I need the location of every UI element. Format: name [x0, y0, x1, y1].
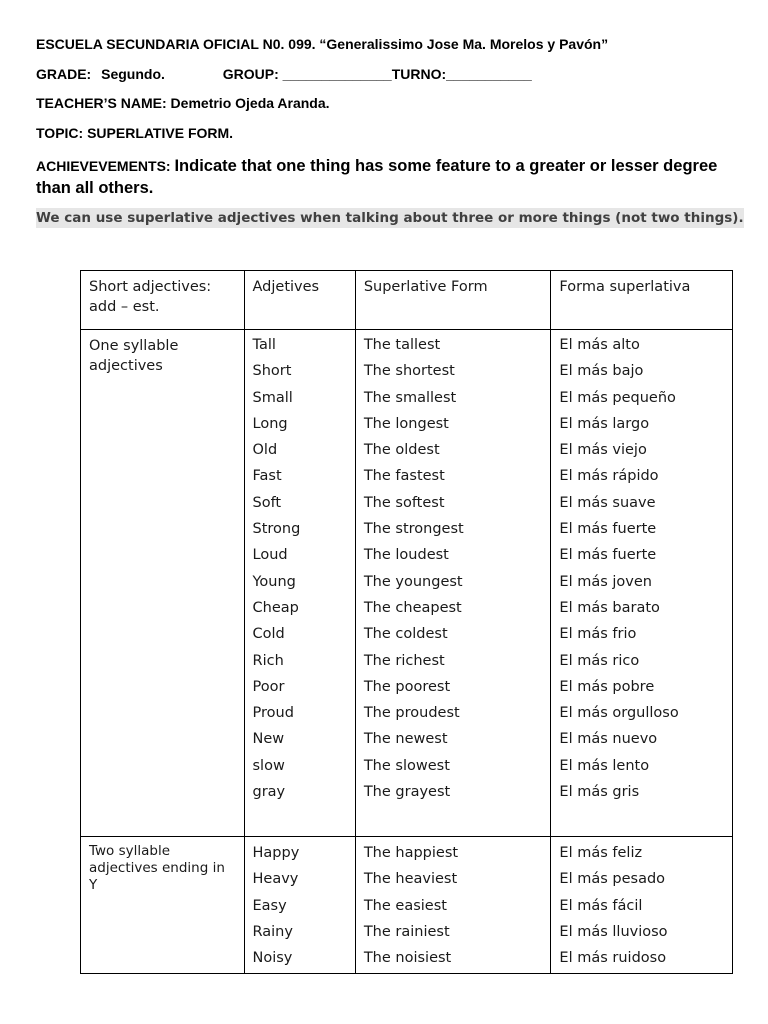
- adjective-word: gray: [252, 784, 286, 801]
- adjective-word: New: [252, 731, 285, 748]
- adjective-list-cell: [244, 330, 355, 837]
- superlative-word: The softest: [363, 494, 445, 511]
- superlative-list: [356, 837, 551, 971]
- table-row: [81, 330, 733, 837]
- forma-word: El más lento: [559, 757, 650, 774]
- superlative-word: The loudest: [363, 547, 449, 564]
- forma-word: El más nuevo: [559, 731, 658, 748]
- adjective-list-cell: [244, 837, 355, 974]
- forma-word: El más pesado: [559, 871, 666, 888]
- table-row: [81, 837, 733, 974]
- forma-word: El más orgulloso: [559, 705, 679, 722]
- forma-word: El más fuerte: [559, 547, 657, 564]
- forma-word: El más frio: [559, 626, 637, 643]
- adjective-word: Poor: [252, 678, 285, 695]
- forma-word: El más lluvioso: [559, 923, 668, 940]
- forma-word: El más feliz: [559, 845, 643, 861]
- forma-superlativa-list-cell: [551, 837, 733, 974]
- superlative-word: The smallest: [363, 389, 457, 406]
- superlative-word: The richest: [363, 652, 445, 669]
- adjective-word: Soft: [252, 494, 282, 511]
- superlative-word: The noisiest: [363, 950, 452, 967]
- category-cell: [81, 837, 245, 974]
- superlative-word: The shortest: [363, 363, 455, 380]
- forma-word: El más rápido: [559, 468, 659, 485]
- adjective-word: Old: [252, 442, 278, 459]
- usage-note-text: We can use superlative adjectives when talking about three or more things (not two things).: [36, 210, 744, 226]
- adjective-word: slow: [252, 757, 285, 774]
- forma-word: El más viejo: [559, 442, 647, 459]
- category-label: Two syllable adjectives ending in Y: [89, 843, 225, 893]
- superlative-word: The longest: [363, 415, 449, 432]
- adjective-word: Tall: [252, 337, 276, 353]
- header-cell-adjectives: Adjetives: [244, 271, 355, 330]
- forma-word: El más fácil: [559, 897, 643, 914]
- superlative-word: The strongest: [363, 521, 464, 538]
- forma-word: El más barato: [559, 599, 660, 616]
- forma-word: El más suave: [559, 494, 656, 511]
- achievements-label: ACHIEVEVEMENTS:: [36, 158, 171, 174]
- forma-word: El más fuerte: [559, 521, 657, 538]
- adjective-word: Young: [252, 573, 296, 590]
- table-header-row: [81, 271, 733, 330]
- forma-word: El más ruidoso: [559, 950, 667, 967]
- grade-group-line: [36, 66, 532, 82]
- grade-label: GRADE:: [36, 66, 92, 82]
- forma-word: El más gris: [559, 784, 640, 801]
- superlative-word: The slowest: [363, 757, 450, 774]
- forma-superlativa-list: [551, 330, 732, 805]
- forma-word: El más joven: [559, 573, 652, 590]
- school-name: ESCUELA SECUNDARIA OFICIAL N0. 099. “Generalissimo Jose Ma. Morelos y Pavón”: [36, 36, 609, 52]
- forma-word: El más pobre: [559, 678, 655, 695]
- superlative-word: The happiest: [363, 845, 459, 861]
- superlative-word: The newest: [363, 731, 448, 748]
- adjective-word: Heavy: [252, 871, 299, 888]
- superlative-list-cell: [355, 330, 551, 837]
- adjective-list: [245, 330, 355, 805]
- header-cell-category: Short adjectives: add – est.: [81, 271, 245, 330]
- adjective-word: Easy: [252, 897, 287, 914]
- adjective-word: Cheap: [252, 599, 299, 616]
- superlative-list-cell: [355, 837, 551, 974]
- forma-superlativa-list: [551, 837, 732, 971]
- achievements: [36, 155, 736, 199]
- adjective-list: [245, 837, 355, 971]
- adjective-word: Rich: [252, 652, 284, 669]
- adjective-word: Loud: [252, 547, 288, 564]
- header-cell-forma: Forma superlativa: [551, 271, 733, 330]
- adjective-word: Long: [252, 415, 288, 432]
- superlative-word: The proudest: [363, 705, 460, 722]
- superlative-word: The rainiest: [363, 923, 450, 940]
- adjective-word: Proud: [252, 705, 294, 722]
- superlative-word: The coldest: [363, 626, 448, 643]
- superlative-table: [80, 270, 733, 974]
- adjective-word: Small: [252, 389, 293, 406]
- superlative-word: The youngest: [363, 573, 463, 590]
- superlative-word: The heaviest: [363, 871, 458, 888]
- adjective-word: Cold: [252, 626, 285, 643]
- adjective-word: Rainy: [252, 923, 293, 940]
- forma-word: El más bajo: [559, 363, 644, 380]
- superlative-word: The easiest: [363, 897, 447, 914]
- superlative-word: The grayest: [363, 784, 451, 801]
- superlative-word: The oldest: [363, 442, 440, 459]
- achievements-text: Indicate that one thing has some feature to a greater or lesser degree than all others.: [36, 157, 718, 197]
- adjective-word: Noisy: [252, 950, 293, 967]
- teacher-name: TEACHER’S NAME: Demetrio Ojeda Aranda.: [36, 95, 330, 111]
- forma-word: El más pequeño: [559, 389, 676, 406]
- group-turno-line: GROUP: ______________TURNO:___________: [222, 66, 532, 82]
- header-cell-superlative: Superlative Form: [355, 271, 551, 330]
- adjective-word: Happy: [252, 845, 300, 861]
- superlative-word: The fastest: [363, 468, 445, 485]
- forma-superlativa-list-cell: [551, 330, 733, 837]
- grade-value: Segundo.: [101, 66, 165, 82]
- superlative-word: The cheapest: [363, 599, 462, 616]
- forma-word: El más largo: [559, 415, 650, 432]
- superlative-word: The poorest: [363, 678, 451, 695]
- category-label: One syllable adjectives: [89, 338, 179, 374]
- topic: TOPIC: SUPERLATIVE FORM.: [36, 125, 234, 141]
- adjective-word: Strong: [252, 521, 301, 538]
- category-cell: [81, 330, 245, 837]
- superlative-word: The tallest: [363, 337, 441, 353]
- forma-word: El más alto: [559, 337, 640, 353]
- adjective-word: Fast: [252, 468, 282, 485]
- forma-word: El más rico: [559, 652, 640, 669]
- adjective-word: Short: [252, 363, 292, 380]
- usage-note: [36, 210, 744, 226]
- superlative-list: [356, 330, 551, 805]
